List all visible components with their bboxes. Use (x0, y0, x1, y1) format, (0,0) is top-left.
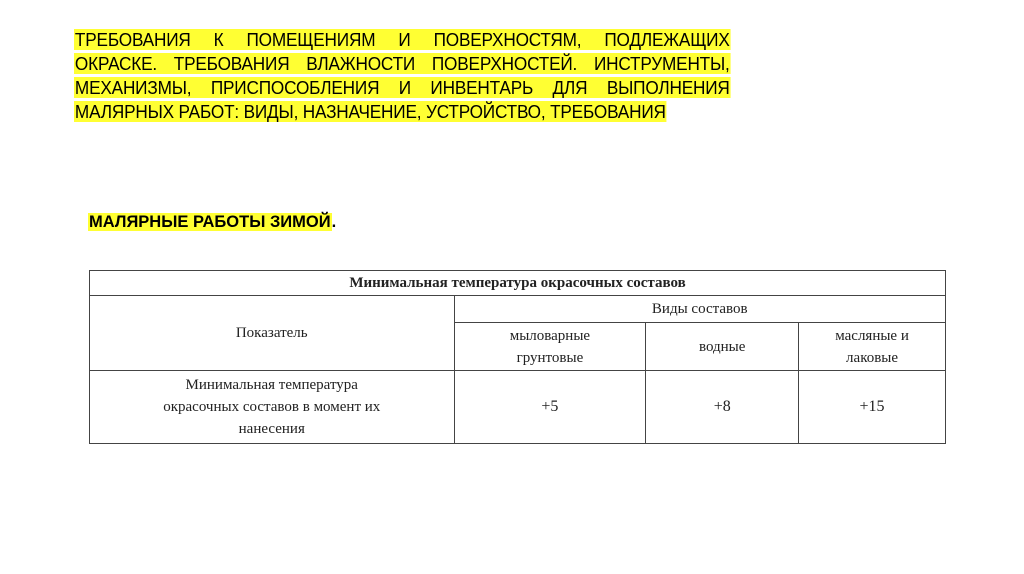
column-header: масляные и лаковые (799, 323, 946, 371)
group-header: Виды составов (454, 296, 946, 323)
table-cell: +15 (799, 371, 946, 444)
title-line: МАЛЯРНЫХ РАБОТ: ВИДЫ, НАЗНАЧЕНИЕ, УСТРОЙСТВО, ТРЕБОВАНИЯ (74, 101, 666, 122)
table-cell: +5 (454, 371, 646, 444)
column-header: водные (646, 323, 799, 371)
table-row (90, 371, 946, 444)
temperature-table (89, 270, 946, 444)
table-caption: Минимальная температура окрасочных составов (90, 271, 946, 296)
title-line: МЕХАНИЗМЫ, ПРИСПОСОБЛЕНИЯ И ИНВЕНТАРЬ ДЛЯ ВЫПОЛНЕНИЯ (74, 77, 730, 98)
title-line: ОКРАСКЕ. ТРЕБОВАНИЯ ВЛАЖНОСТИ ПОВЕРХНОСТЕЙ. ИНСТРУМЕНТЫ, (74, 53, 730, 74)
row-label: Минимальная температура окрасочных составов в момент их нанесения (90, 371, 455, 444)
section-heading: МАЛЯРНЫЕ РАБОТЫ ЗИМОЙ. (89, 213, 337, 231)
column-header: мыловарные грунтовые (454, 323, 646, 371)
slide-title (74, 28, 731, 124)
table-cell: +8 (646, 371, 799, 444)
indicator-header: Показатель (90, 296, 455, 371)
title-line: ТРЕБОВАНИЯ К ПОМЕЩЕНИЯМ И ПОВЕРХНОСТЯМ, ПОДЛЕЖАЩИХ (74, 29, 730, 50)
